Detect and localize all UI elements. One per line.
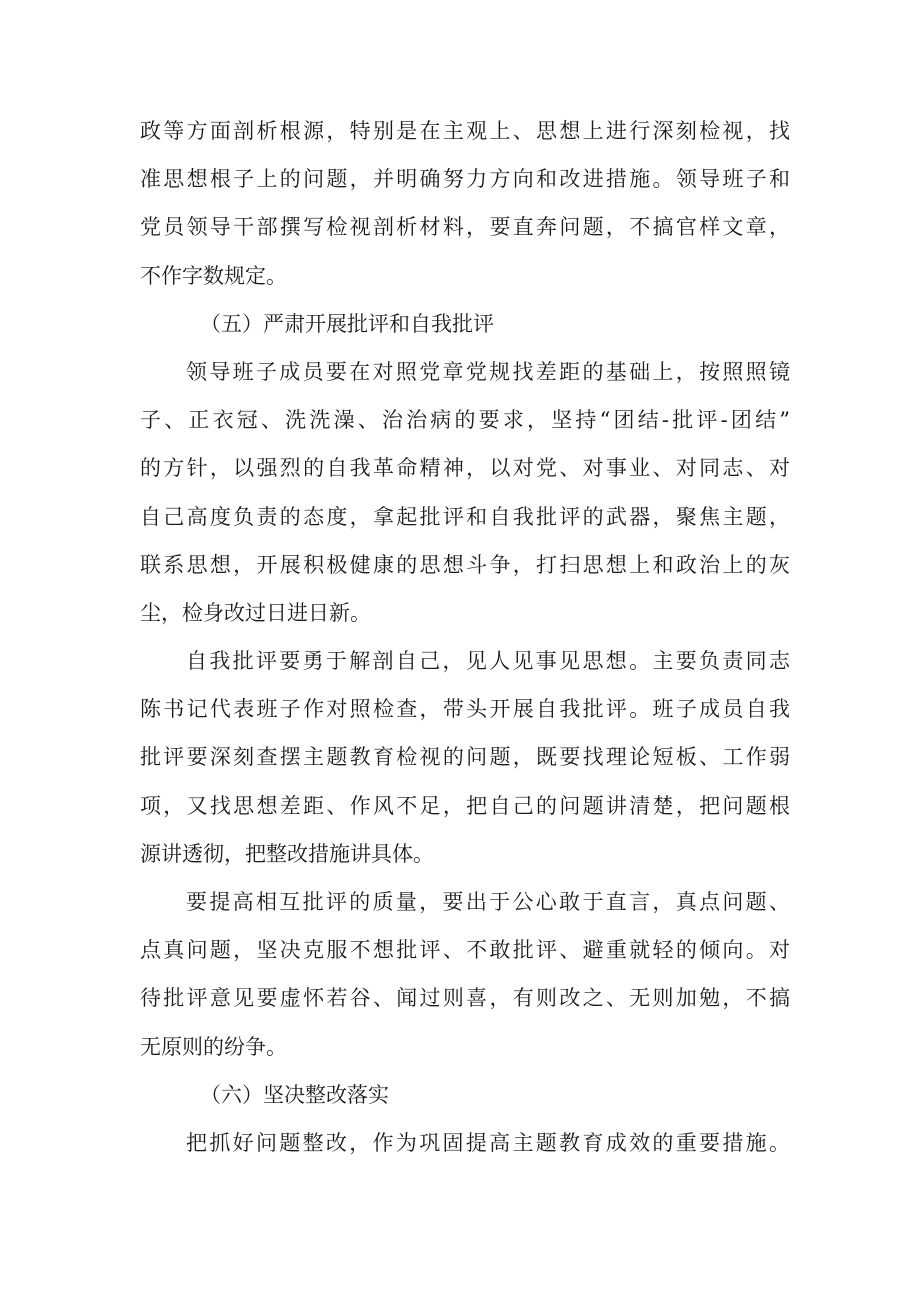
text-line: 源讲透彻，把整改措施讲具体。 xyxy=(140,841,434,866)
text-line: 陈书记代表班子作对照检查，带头开展自我批评。班子成员自我 xyxy=(140,697,790,722)
section-heading-6: （六）坚决整改落实 xyxy=(200,1082,389,1107)
text-line: 把抓好问题整改，作为巩固提高主题教育成效的重要措施。 xyxy=(186,1130,790,1155)
text-line: 党员领导干部撰写检视剖析材料，要直奔问题，不搞官样文章， xyxy=(140,215,790,240)
text-line: 的方针，以强烈的自我革命精神，以对党、对事业、对同志、对 xyxy=(140,456,790,481)
text-line: 子、正衣冠、洗洗澡、治治病的要求，坚持“团结-批评-团结” xyxy=(140,408,790,433)
text-line: 领导班子成员要在对照党章党规找差距的基础上，按照照镜 xyxy=(186,359,790,384)
text-line: 自己高度负责的态度，拿起批评和自我批评的武器，聚焦主题， xyxy=(140,504,790,529)
text-line: 待批评意见要虚怀若谷、闻过则喜，有则改之、无则加勉，不搞 xyxy=(140,986,790,1011)
text-line: 不作字数规定。 xyxy=(140,263,287,288)
text-line: 尘，检身改过日进日新。 xyxy=(140,600,371,625)
text-line: 要提高相互批评的质量，要出于公心敢于直言，真点问题、 xyxy=(186,890,790,914)
text-line: 准思想根子上的问题，并明确努力方向和改进措施。领导班子和 xyxy=(140,167,790,192)
text-line: 联系思想，开展积极健康的思想斗争，打扫思想上和政治上的灰 xyxy=(140,552,790,577)
text-line: 点真问题，坚决克服不想批评、不敢批评、避重就轻的倾向。对 xyxy=(140,938,790,963)
section-heading-5: （五）严肃开展批评和自我批评 xyxy=(200,311,494,336)
text-line: 批评要深刻查摆主题教育检视的问题，既要找理论短板、工作弱 xyxy=(140,745,790,770)
document-body xyxy=(140,114,790,1174)
text-line: 无原则的纷争。 xyxy=(140,1034,287,1059)
text-line: 项，又找思想差距、作风不足，把自己的问题讲清楚，把问题根 xyxy=(140,793,790,818)
text-line: 政等方面剖析根源，特别是在主观上、思想上进行深刻检视，找 xyxy=(140,119,790,143)
text-line: 自我批评要勇于解剖自己，见人见事见思想。主要负责同志 xyxy=(186,649,790,674)
